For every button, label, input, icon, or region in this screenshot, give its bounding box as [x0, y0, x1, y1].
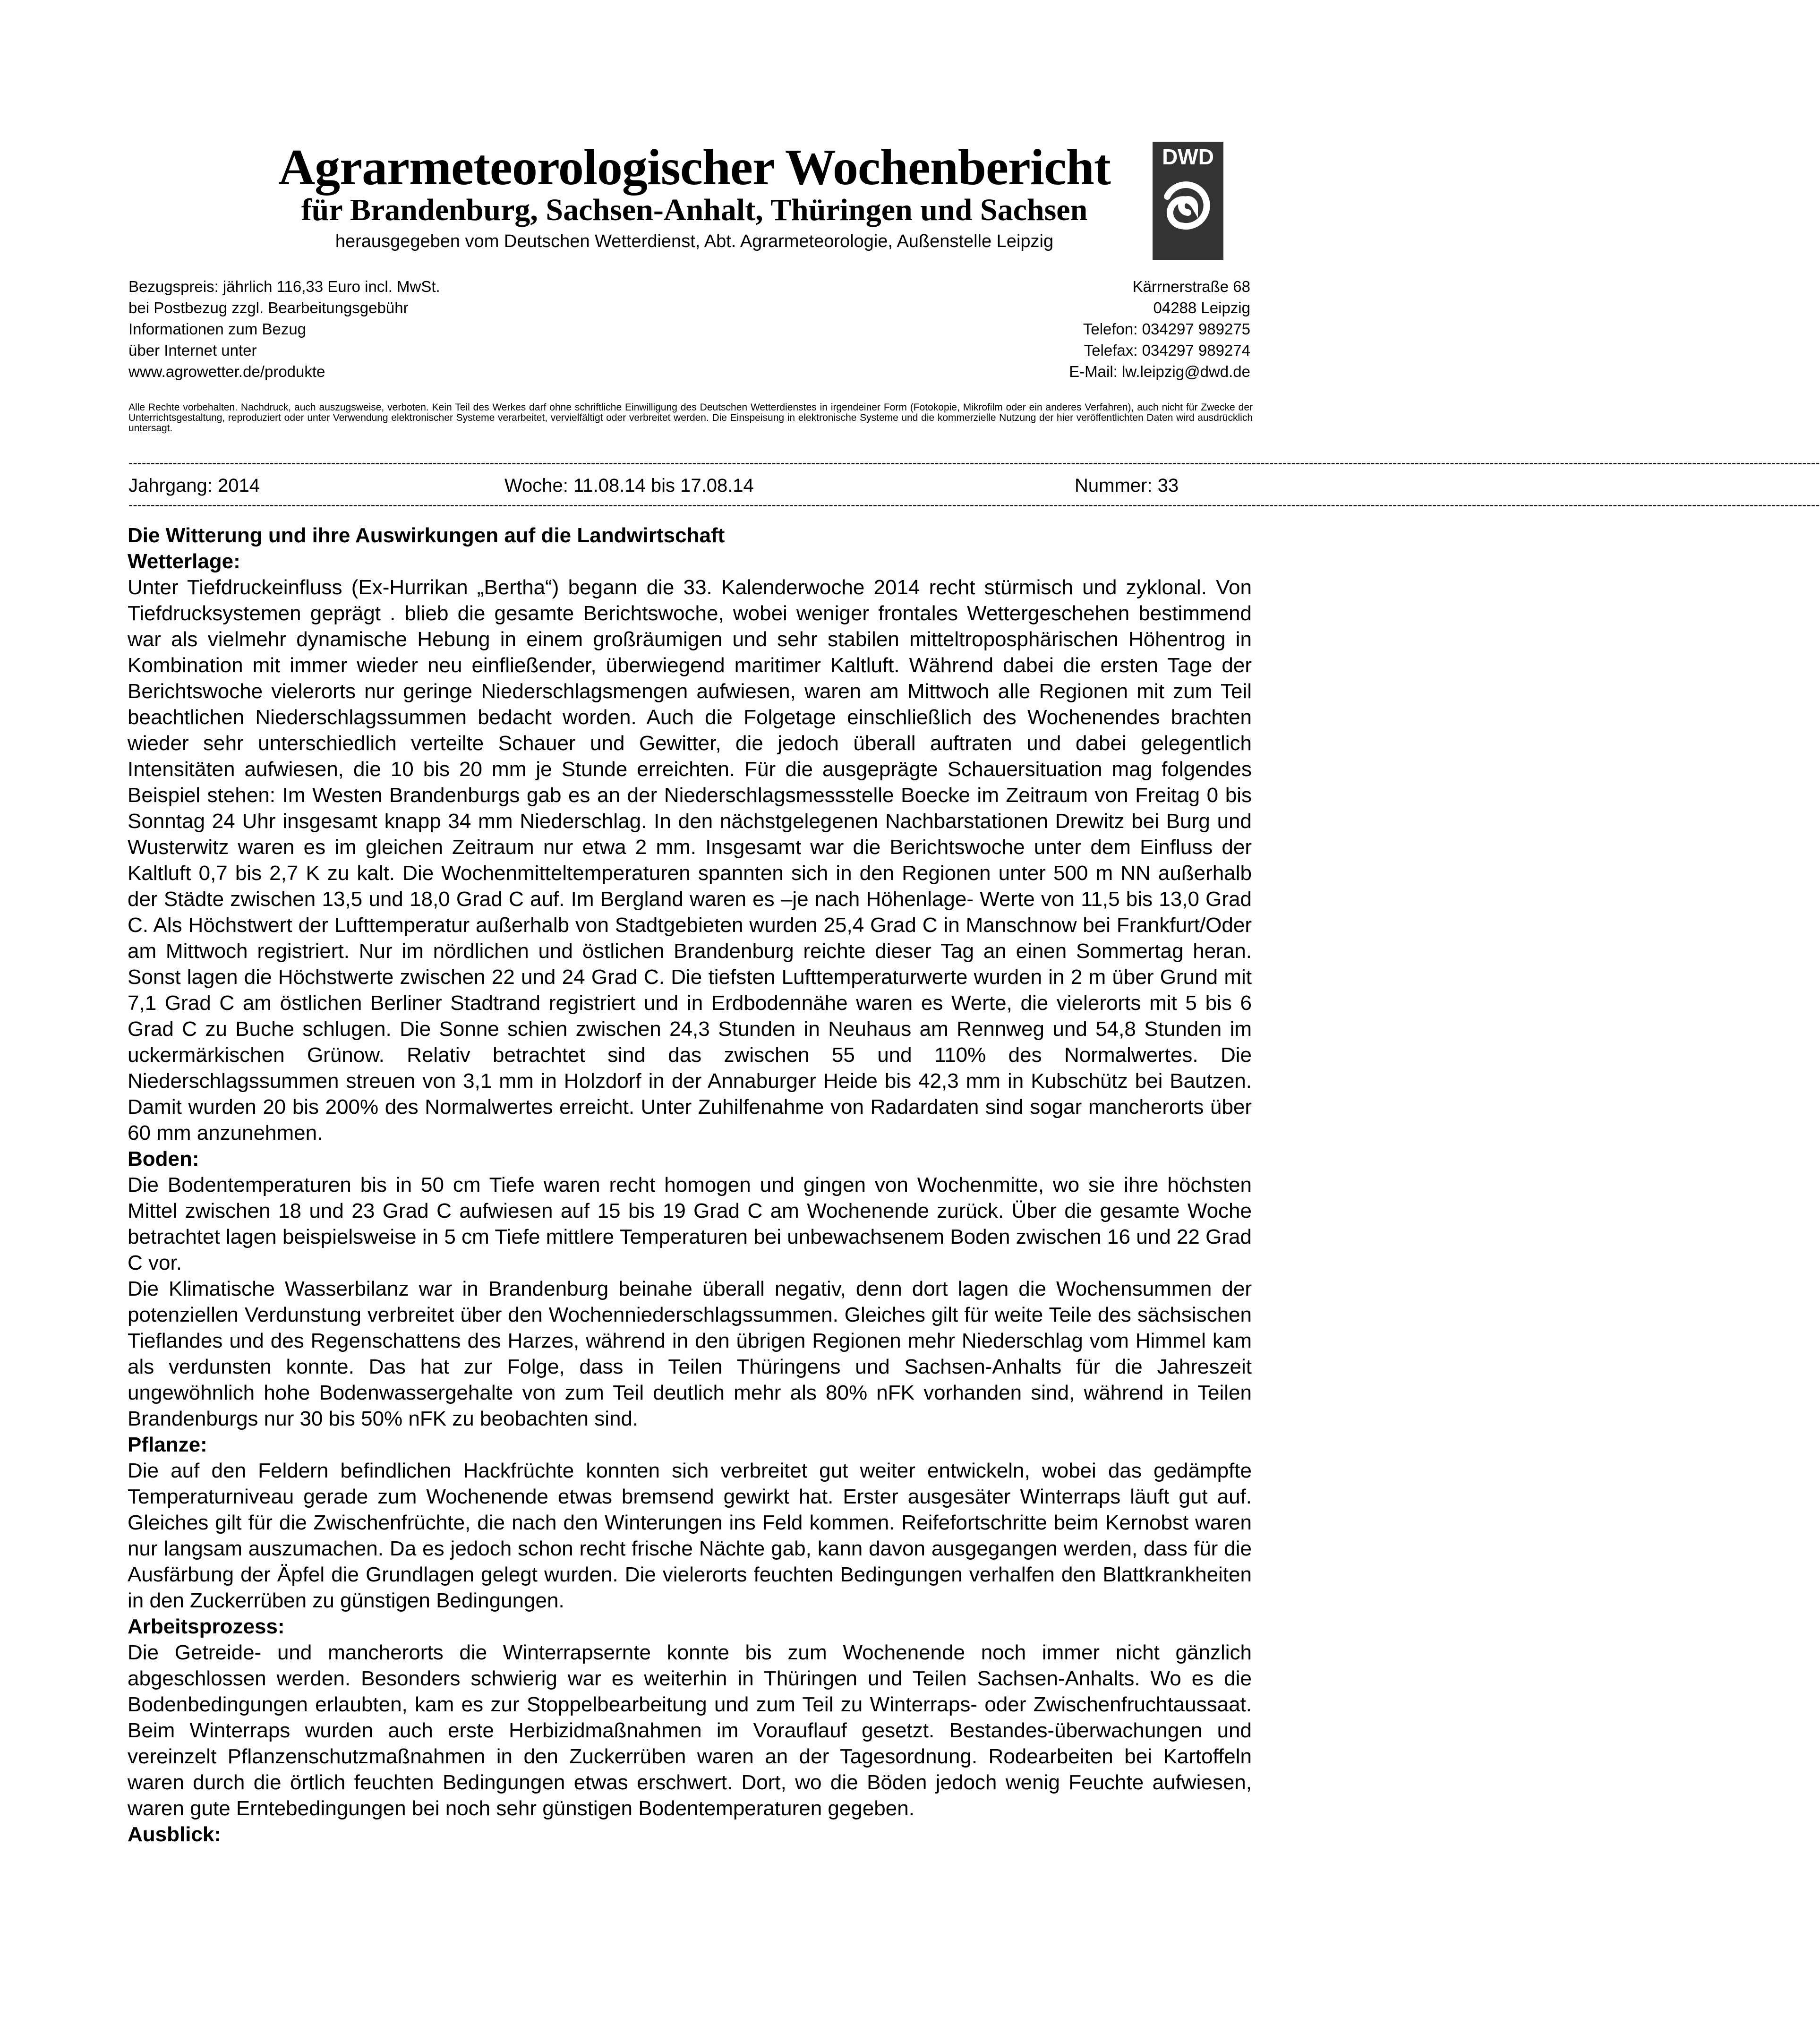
- publisher-line: herausgegeben vom Deutschen Wetterdienst, Abt. Agrarmeteorologie, Außenstelle Leipzig: [335, 231, 1054, 251]
- subscription-internet: über Internet unter: [128, 342, 257, 359]
- section-paragraph: Die Getreide- und mancherorts die Winterrapsernte konnte bis zum Wochenende noch immer nicht gänzlich abgeschlossen werden. Besonders schwierig war es weiterhin in Thüringen und Teilen Sachsen-Anhalts. Wo es die Bodenbedingungen erlaubten, kam es zur Stoppelbearbeitung und zum Teil zu Winterraps- oder Zwischenfruchtaussaat. Beim Winterraps wurden auch erste Herbizidmaßnahmen im Vorauflauf gesetzt. Bestandes-überwachungen und vereinzelt Pflanzenschutzmaßnahmen in den Zuckerrüben waren an der Tagesordnung. Rodearbeiten bei Kartoffeln waren durch die örtlich feuchten Bedingungen etwas erschwert. Dort, wo die Böden jedoch wenig Feuchte aufwiesen, waren gute Erntebedingungen bei noch sehr günstigen Bodentemperaturen gegeben.: [128, 1641, 1252, 1820]
- section-paragraph: Unter Tiefdruckeinfluss (Ex-Hurrikan „Bertha“) begann die 33. Kalenderwoche 2014 recht stürmisch und zyklonal. Von Tiefdrucksystemen geprägt . blieb die gesamte Berichtswoche, wobei weniger frontales Wettergeschehen bestimmend war als vielmehr dynamische Hebung in einem großräumigen und sehr stabilen mitteltroposphärischen Höhentrog in Kombination mit immer wieder neu einfließender, überwiegend maritimer Kaltluft. Während dabei die ersten Tage der Berichtswoche vielerorts nur geringe Niederschlagsmengen aufwiesen, waren am Mittwoch alle Regionen mit zum Teil beachtlichen Niederschlagssummen bedacht worden. Auch die Folgetage einschließlich des Wochenendes brachten wieder sehr unterschiedlich verteilte Schauer und Gewitter, die jedoch überall auftraten und dabei gelegentlich Intensitäten aufwiesen, die 10 bis 20 mm je Stunde erreichten. Für die ausgeprägte Schauersituation mag folgendes Beispiel stehen: Im Westen Brandenburgs gab es an der Niederschlagsmessstelle Boecke im Zeitraum von Freitag 0 bis Sonntag 24 Uhr insgesamt knapp 34 mm Niederschlag. In den nächstgelegenen Nachbarstationen Drewitz bei Burg und Wusterwitz waren es im gleichen Zeitraum nur etwa 2 mm. Insgesamt war die Berichtswoche unter dem Einfluss der Kaltluft 0,7 bis 2,7 K zu kalt. Die Wochenmitteltemperaturen spannten sich in den Regionen unter 500 m NN außerhalb der Städte zwischen 13,5 und 18,0 Grad C auf. Im Bergland waren es –je nach Höhenlage- Werte von 11,5 bis 13,0 Grad C. Als Höchstwert der Lufttemperatur außerhalb von Stadtgebieten wurden 25,4 Grad C in Manschnow bei Frankfurt/Oder am Mittwoch registriert. Nur im nördlichen und östlichen Brandenburg reichte dieser Tag an einen Sommertag heran. Sonst lagen die Höchstwerte zwischen 22 und 24 Grad C. Die tiefsten Lufttemperaturwerte wurden in 2 m über Grund mit 7,1 Grad C am östlichen Berliner Stadtrand registriert und in Erdbodennähe waren es Werte, die vielerorts mit 5 bis 6 Grad C zu Buche schlugen. Die Sonne schien zwischen 24,3 Stunden in Neuhaus am Rennweg und 54,8 Stunden im uckermärkischen Grünow. Relativ betrachtet sind das zwischen 55 und 110% des Normalwertes. Die Niederschlagssummen streuen von 3,1 mm in Holzdorf in der Annaburger Heide bis 42,3 mm in Kubschütz bei Bautzen. Damit wurden 20 bis 200% des Normalwertes erreicht. Unter Zuhilfenahme von Radardaten sind sogar mancherorts über 60 mm anzunehmen.: [128, 576, 1252, 1145]
- rights-notice: Alle Rechte vorbehalten. Nachdruck, auch auszugsweise, verboten. Kein Teil des Werkes darf ohne schriftliche Einwilligung des Deutschen Wetterdienstes in irgendeiner Form (Fotokopie, Mikrofilm oder ein anderes Verfahren), auch nicht für Zwecke der Unterrichtsgestaltung, reproduziert oder unter Verwendung elektronischer Systeme verarbeitet, vervielfältigt oder verbreitet werden. Die Einspeisung in elektronische Systeme und die kommerzielle Nutzung der hier veröffentlichten Daten wird ausdrücklich untersagt.: [128, 402, 1253, 434]
- section-title: Ausblick:: [128, 1823, 222, 1846]
- dwd-logo: [1153, 142, 1223, 260]
- contact-phone: Telefon: 034297 989275: [1083, 320, 1250, 338]
- subscription-info-heading: Informationen zum Bezug: [128, 320, 307, 338]
- contact-email[interactable]: E-Mail: lw.leipzig@dwd.de: [1069, 363, 1250, 380]
- section-title: Wetterlage:: [128, 550, 240, 573]
- contact-city: 04288 Leipzig: [1153, 299, 1250, 316]
- section-title: Arbeitsprozess:: [128, 1615, 285, 1638]
- section-title: Pflanze:: [128, 1433, 207, 1456]
- contact-street: Kärrnerstraße 68: [1132, 278, 1250, 295]
- contact-info: [1069, 276, 1250, 382]
- section-paragraph: Die auf den Feldern befindlichen Hackfrüchte konnten sich verbreitet gut weiter entwickeln, wobei das gedämpfte Temperaturniveau gerade zum Wochenende etwas bremsend gewirkt hat. Erster ausgesäter Winterraps läuft gut auf. Gleiches gilt für die Zwischenfrüchte, die nach den Winterungen ins Feld kommen. Reifefortschritte beim Kernobst waren nur langsam auszumachen. Da es jedoch schon recht frische Nächte gab, kann davon ausgegangen werden, dass für die Ausfärbung der Äpfel die Grundlagen gelegt wurden. Die vielerorts feuchten Bedingungen verhalfen den Blattkrankheiten in den Zuckerrüben zu günstigen Bedingungen.: [128, 1459, 1252, 1612]
- dwd-logo-text: DWD: [1162, 145, 1214, 169]
- subscription-url[interactable]: www.agrowetter.de/produkte: [128, 363, 325, 380]
- section-title: Boden:: [128, 1147, 199, 1170]
- section-paragraph: Die Klimatische Wasserbilanz war in Brandenburg beinahe überall negativ, denn dort lagen die Wochensummen der potenziellen Verdunstung verbreitet über den Wochenniederschlagssummen. Gleiches gilt für weite Teile des sächsischen Tieflandes und des Regenschattens des Harzes, während in den übrigen Regionen mehr Niederschlag vom Himmel kam als verdunsten konnte. Das hat zur Folge, dass in Teilen Thüringens und Sachsen-Anhalts für die Jahreszeit ungewöhnlich hohe Bodenwassergehalte von zum Teil deutlich mehr als 80% nFK vorhanden sind, während in Teilen Brandenburgs nur 30 bis 50% nFK zu beobachten sind.: [128, 1277, 1252, 1430]
- issue-week: Woche: 11.08.14 bis 17.08.14: [504, 475, 754, 496]
- report-content: [128, 522, 1252, 1847]
- separator-top: ------------------------------------------------------------------------------------------------------------------------------------------------------------------------------------------------------------------------------------------------------------------------------------------------------------------------------------------------------------------------------------------------: [128, 455, 1820, 470]
- report-subtitle: für Brandenburg, Sachsen-Anhalt, Thüringen und Sachsen: [301, 193, 1088, 227]
- separator-bottom: ------------------------------------------------------------------------------------------------------------------------------------------------------------------------------------------------------------------------------------------------------------------------------------------------------------------------------------------------------------------------------------------------: [128, 497, 1820, 512]
- dwd-logo-icon: [1153, 142, 1223, 260]
- report-heading: Die Witterung und ihre Auswirkungen auf die Landwirtschaft: [128, 524, 725, 547]
- subscription-postal: bei Postbezug zzgl. Bearbeitungsgebühr: [128, 299, 409, 316]
- subscription-info: [128, 276, 440, 382]
- issue-year: Jahrgang: 2014: [128, 475, 260, 496]
- report-title: Agrarmeteorologischer Wochenbericht: [278, 139, 1111, 196]
- section-paragraph: Die Bodentemperaturen bis in 50 cm Tiefe waren recht homogen und gingen von Wochenmitte, wo sie ihre höchsten Mittel zwischen 18 und 23 Grad C aufwiesen auf 15 bis 19 Grad C am Wochenende zurück. Über die gesamte Woche betrachtet lagen beispielsweise in 5 cm Tiefe mittlere Temperaturen bei unbewachsenem Boden zwischen 16 und 22 Grad C vor.: [128, 1173, 1252, 1274]
- subscription-price: Bezugspreis: jährlich 116,33 Euro incl. MwSt.: [128, 278, 440, 295]
- contact-fax: Telefax: 034297 989274: [1084, 342, 1250, 359]
- issue-number: Nummer: 33: [1075, 475, 1179, 496]
- report-sections: [128, 548, 1252, 1847]
